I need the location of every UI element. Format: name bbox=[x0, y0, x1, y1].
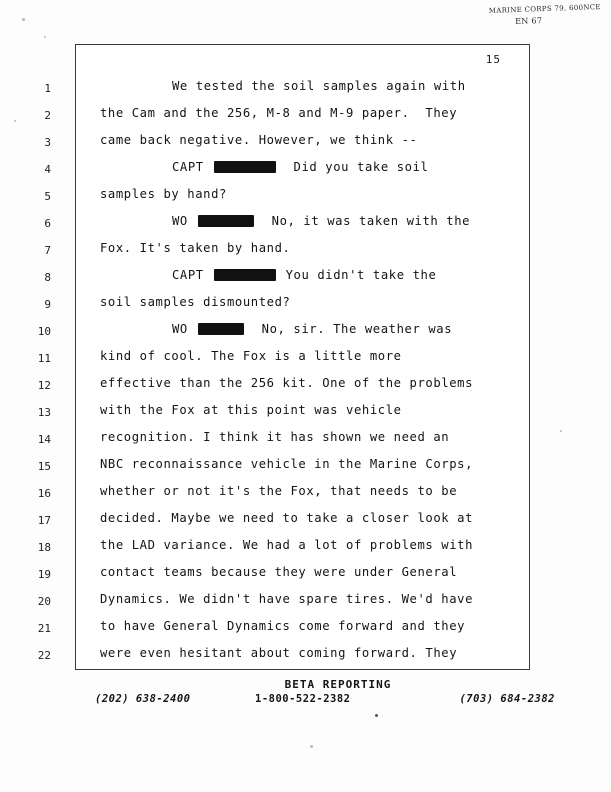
phone-virginia: (703) 684-2382 bbox=[459, 693, 555, 705]
line-text: CAPT You didn't take the bbox=[172, 268, 437, 282]
redaction-bar bbox=[214, 269, 276, 281]
scan-speck bbox=[560, 430, 562, 432]
line-number: 1 bbox=[44, 82, 51, 95]
phone-tollfree: 1-800-522-2382 bbox=[255, 693, 351, 705]
handwritten-annotation-line1: MARINE CORPS 79, 600NCE bbox=[488, 3, 601, 15]
scan-speck bbox=[14, 120, 16, 122]
line-text: NBC reconnaissance vehicle in the Marine Corps, bbox=[100, 457, 474, 471]
line-number: 10 bbox=[37, 325, 51, 338]
transcript-line bbox=[37, 480, 529, 507]
line-text: Fox. It's taken by hand. bbox=[100, 241, 291, 255]
line-number: 5 bbox=[44, 190, 51, 203]
line-number: 7 bbox=[44, 244, 51, 257]
line-number: 8 bbox=[44, 271, 51, 284]
transcript-line bbox=[37, 642, 529, 669]
line-text: whether or not it's the Fox, that needs to be bbox=[100, 484, 458, 498]
transcript-line bbox=[44, 102, 529, 129]
line-text: WO No, sir. The weather was bbox=[172, 322, 453, 336]
transcript-line bbox=[37, 345, 529, 372]
line-number: 19 bbox=[37, 568, 51, 581]
line-text: recognition. I think it has shown we need an bbox=[100, 430, 450, 444]
line-text: We tested the soil samples again with bbox=[172, 79, 466, 93]
transcript-line bbox=[37, 561, 529, 588]
transcript-line bbox=[44, 75, 529, 102]
line-number: 2 bbox=[44, 109, 51, 122]
line-text: soil samples dismounted? bbox=[100, 295, 291, 309]
transcript-line bbox=[44, 156, 529, 183]
redaction-bar bbox=[198, 323, 244, 335]
phone-local: (202) 638-2400 bbox=[95, 693, 191, 705]
transcript-line bbox=[44, 210, 529, 237]
line-text: to have General Dynamics come forward and they bbox=[100, 619, 466, 633]
scan-speck bbox=[44, 36, 46, 38]
line-text: came back negative. However, we think -- bbox=[100, 133, 418, 147]
transcript-line bbox=[37, 615, 529, 642]
scan-speck bbox=[22, 18, 25, 21]
line-text: WO No, it was taken with the bbox=[172, 214, 471, 228]
reporting-company-name: BETA REPORTING bbox=[284, 678, 392, 691]
line-number: 4 bbox=[44, 163, 51, 176]
transcript-line bbox=[37, 453, 529, 480]
handwritten-annotation-line2: EN 67 bbox=[514, 15, 543, 26]
transcript-line bbox=[37, 372, 529, 399]
transcript-line bbox=[44, 264, 529, 291]
redaction-bar bbox=[198, 215, 254, 227]
transcript-line bbox=[44, 237, 529, 264]
line-text: kind of cool. The Fox is a little more bbox=[100, 349, 402, 363]
line-text: were even hesitant about coming forward. They bbox=[100, 646, 458, 660]
page-footer bbox=[75, 678, 571, 709]
line-number: 20 bbox=[37, 595, 51, 608]
line-number: 17 bbox=[37, 514, 51, 527]
transcript-line bbox=[37, 588, 529, 615]
scan-speck bbox=[375, 714, 378, 717]
transcript-line bbox=[37, 399, 529, 426]
line-number: 16 bbox=[37, 487, 51, 500]
line-number: 15 bbox=[37, 460, 51, 473]
handwritten-annotation bbox=[489, 2, 602, 28]
line-number: 21 bbox=[37, 622, 51, 635]
line-number: 22 bbox=[37, 649, 51, 662]
transcript-line bbox=[44, 183, 529, 210]
line-number: 3 bbox=[44, 136, 51, 149]
line-text: samples by hand? bbox=[100, 187, 227, 201]
transcript-page bbox=[37, 44, 530, 670]
line-number: 18 bbox=[37, 541, 51, 554]
line-text: CAPT Did you take soil bbox=[172, 160, 429, 174]
line-text: with the Fox at this point was vehicle bbox=[100, 403, 402, 417]
transcript-line bbox=[37, 507, 529, 534]
line-text: the LAD variance. We had a lot of problems with bbox=[100, 538, 474, 552]
redaction-bar bbox=[214, 161, 276, 173]
scan-speck bbox=[310, 745, 313, 748]
line-text: contact teams because they were under General bbox=[100, 565, 458, 579]
line-number: 13 bbox=[37, 406, 51, 419]
line-number: 12 bbox=[37, 379, 51, 392]
transcript-line bbox=[44, 129, 529, 156]
line-number: 14 bbox=[37, 433, 51, 446]
line-text: the Cam and the 256, M-8 and M-9 paper. They bbox=[100, 106, 458, 120]
transcript-lines bbox=[37, 75, 529, 669]
line-text: decided. Maybe we need to take a closer look at bbox=[100, 511, 474, 525]
page-number: 15 bbox=[485, 53, 501, 66]
transcript-line bbox=[37, 318, 529, 345]
line-number: 11 bbox=[37, 352, 51, 365]
line-number: 9 bbox=[44, 298, 51, 311]
transcript-line bbox=[37, 534, 529, 561]
line-number: 6 bbox=[44, 217, 51, 230]
transcript-line bbox=[44, 291, 529, 318]
line-text: effective than the 256 kit. One of the problems bbox=[100, 376, 474, 390]
line-text: Dynamics. We didn't have spare tires. We'd have bbox=[100, 592, 474, 606]
transcript-line bbox=[37, 426, 529, 453]
